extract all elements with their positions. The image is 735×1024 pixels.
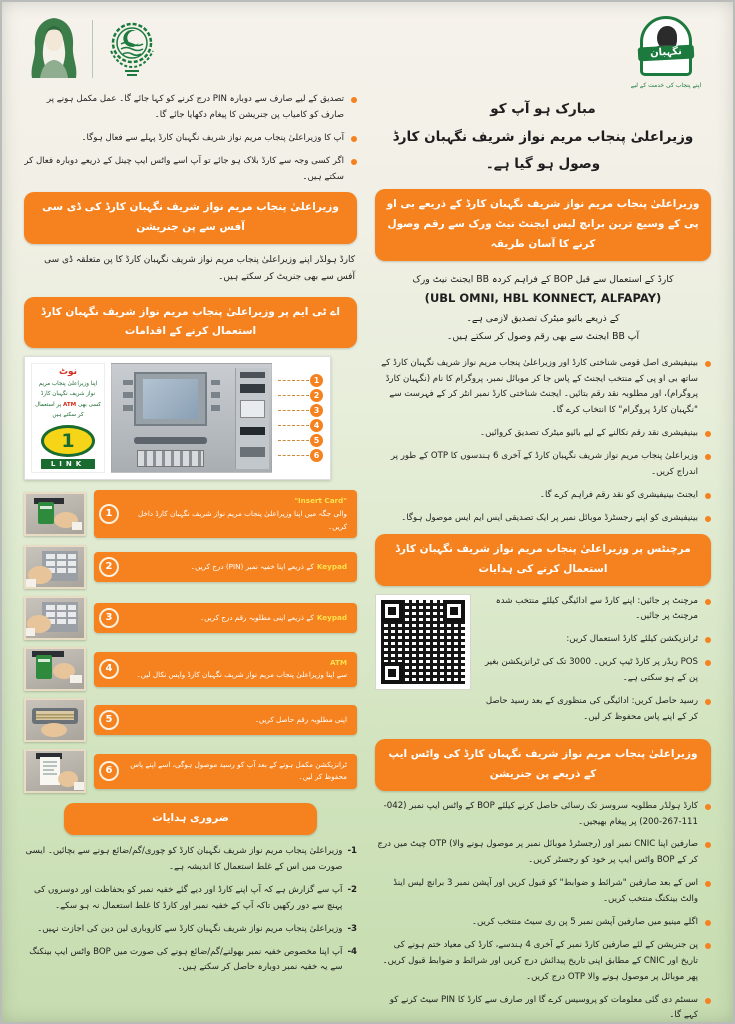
content-columns: [0, 92, 735, 1024]
atm-step-row: [24, 647, 357, 691]
atm-side-key: [211, 392, 221, 397]
callout: [278, 433, 324, 448]
callout: [278, 388, 324, 403]
intro-bullet-item: [24, 131, 357, 147]
congrats-line-3: وصول ہو گیا ہے۔: [485, 156, 601, 173]
atm-side-key: [211, 405, 221, 410]
atm-keypad: [137, 450, 204, 467]
merchant-step-text: ٹرانزیکشن کیلئے کارڈ استعمال کریں:: [566, 634, 698, 645]
intro-bullet-item: [24, 154, 357, 186]
intro-bullets-list: [24, 92, 357, 185]
qr-finder-icon: [381, 600, 403, 622]
onelink-wordmark: LINK: [41, 459, 95, 469]
atm-screen-bezel: [134, 372, 207, 426]
whatsapp-step-item: [375, 993, 711, 1024]
intro-bullet-text: آپ کا وزیراعلیٰ پنجاب مریم نواز شریف نگہبان کارڈ پہلے سے فعال ہوگا۔: [81, 132, 344, 143]
step-number-badge: 4: [99, 659, 119, 679]
merchant-step-text: POS ریڈر پر کارڈ ٹیپ کریں۔ 3000 تک کی ٹرانزیکشن بغیر پن کے ہو سکتی ہے۔: [484, 657, 698, 684]
important-item: [24, 883, 357, 915]
atm-callouts: [278, 363, 324, 473]
whatsapp-step-item: [375, 876, 711, 908]
step-number-badge: 1: [99, 504, 119, 524]
merchant-step-item: [481, 632, 711, 648]
item-number: 2-: [347, 884, 357, 895]
bullet-dot-icon: [705, 660, 711, 666]
important-item-text: آپ اپنا مخصوص خفیہ نمبر بھولنے/گم/ضائع ہونے کی صورت میں BOP واٹس ایپ بینکنگ سے یہ خفیہ نمبر دوبارہ حاصل کر سکتے ہیں۔: [29, 946, 343, 973]
bullet-dot-icon: [705, 699, 711, 705]
callout-number-badge: 1: [309, 373, 324, 388]
bb-network-paragraph: [379, 271, 707, 346]
agent-step-item: [375, 449, 711, 481]
important-item: [24, 945, 357, 977]
callout-line: [278, 410, 309, 411]
step-number-badge: 3: [99, 608, 119, 628]
collect-cash-photo: [24, 698, 86, 742]
step-text: سے اپنا وزیراعلیٰ پنجاب مریم نواز شریف نگہبان کارڈ واپس نکال لیں۔: [136, 670, 347, 680]
right-column: [375, 92, 711, 1024]
atm-card-slot: [240, 384, 265, 393]
callout-number-badge: 5: [309, 433, 324, 448]
whatsapp-pin-heading: وزیراعلیٰ پنجاب مریم نواز شریف نگہبان کارڈ کی واٹس ایپ کے ذریعے پن جنریشن: [375, 739, 711, 791]
whatsapp-step-text: کارڈ ہولڈر مطلوبہ سروسز تک رسائی حاصل کرنے کیلئے BOP کے واٹس ایپ نمبر (042-111-267-200) پر پیغام بھیجیں۔: [383, 800, 698, 827]
callout: [278, 418, 324, 433]
important-instructions-heading: ضروری ہدایات: [64, 803, 317, 835]
logo-divider: [92, 20, 93, 78]
item-number: 4-: [347, 946, 357, 957]
whatsapp-step-text: پن جنریشن کے لئے صارفین کارڈ نمبر کے آخری 4 ہندسے، کارڈ کی معیاد ختم ہونے کی تاریخ اور CNIC کے مطابق اپنی تاریخ پیدائش درج کریں اور شرائط و ضوابط قبول کریں۔ پھر موبائل پر موصول ہونے والا OTP درج کریں۔: [382, 939, 698, 982]
receipt-photo: [24, 749, 86, 793]
remove-card-photo: [24, 647, 86, 691]
step-banner: [94, 754, 357, 789]
atm-step-row: [24, 749, 357, 793]
qr-code: [375, 594, 471, 690]
atm-cash-slot: [134, 437, 207, 445]
bullet-dot-icon: [705, 881, 711, 887]
whatsapp-step-item: [375, 938, 711, 986]
callout-line: [278, 440, 309, 441]
callout-number-badge: 4: [309, 418, 324, 433]
important-item-text: آپ سے گزارش ہے کہ آپ اپنے کارڈ اور دیے گئے خفیہ نمبر کو بحفاظت اور دوسروں کی پہنچ سے دور رکھیں تاکہ آپ کے خفیہ نمبر اور کارڈ کا غلط استعمال نہ ہو سکے۔: [33, 884, 343, 911]
step-highlight: Keypad: [316, 561, 347, 571]
agent-step-text: وزیراعلیٰ پنجاب مریم نواز شریف نگہبان کارڈ کے آخری 6 ہندسوں کا OTP کے طور پر اندراج کریں۔: [390, 451, 698, 477]
step-highlight: Keypad: [316, 612, 347, 622]
agent-step-text: بینیفیشری اصل قومی شناختی کارڈ اور وزیراعلیٰ پنجاب مریم نواز شریف نگہبان کارڈ کے ساتھ بی او پی کے منتخب ایجنٹ کے پاس جا کر موبائل نمبر، پروگرام کا نام (نگہبان کارڈ پروگرام)، اور مطلوبہ نقد رقم بتائیں۔ ایجنٹ شناختی کارڈ نمبر انٹر کر کے فہرست سے "نگہبان کارڈ پروگرام" کا انتخاب کرے گا۔: [381, 357, 698, 416]
note-body-text: اپنا وزیراعلیٰ پنجاب مریم نواز شریف نگہبان کارڈ کسی بھی: [38, 381, 101, 408]
whatsapp-step-item: [375, 915, 711, 931]
note-body: [34, 379, 102, 419]
maryam-nawaz-portrait-icon: [26, 16, 82, 82]
callout-line: [278, 455, 309, 456]
bb-intro-2: کے ذریعے بائیو میٹرک تصدیق لازمی ہے۔: [466, 313, 620, 325]
bullet-dot-icon: [705, 493, 711, 499]
nigehban-logo-label: نگہبان: [638, 45, 695, 62]
left-column: [24, 92, 357, 1024]
step-banner: [94, 490, 357, 538]
bullet-dot-icon: [705, 454, 711, 460]
intro-bullet-text: اگر کسی وجہ سے کارڈ بلاک ہو جائے تو آپ اسے واٹس ایپ چینل کے ذریعے دوبارہ فعال کر سکتے ہیں۔: [24, 155, 344, 182]
qr-finder-icon: [381, 662, 403, 684]
header: [0, 0, 735, 92]
step-banner: [94, 652, 357, 687]
step-highlight: "Insert Card": [294, 496, 347, 506]
whatsapp-step-text: اس کے بعد صارفین "شرائط و ضوابط" کو قبول کریں اور آپشن نمبر 3 برانچ لیس اینڈ والٹ بینکنگ منتخب کریں۔: [393, 878, 698, 905]
agent-step-item: [375, 356, 711, 420]
step-banner: [94, 552, 357, 582]
callout-line: [278, 395, 309, 396]
atm-figure: [24, 356, 331, 480]
bullet-dot-icon: [705, 516, 711, 522]
atm-step-row: [24, 490, 357, 538]
atm-side-key: [123, 405, 133, 410]
agent-step-item: [375, 511, 711, 527]
merchant-heading: مرچنٹس پر وزیراعلیٰ پنجاب مریم نواز شریف نگہبان کارڈ استعمال کرنے کی ہدایات: [375, 534, 711, 586]
atm-deposit-slot: [240, 427, 265, 435]
step-number-badge: 5: [99, 710, 119, 730]
whatsapp-steps-list: [375, 799, 711, 1024]
callout-line: [278, 380, 309, 381]
dc-office-heading: وزیراعلیٰ پنجاب مریم نواز شریف نگہبان کارڈ کی ڈی سی آفس سے پن جنریشن: [24, 192, 357, 244]
bullet-dot-icon: [351, 97, 357, 103]
callout-number-badge: 2: [309, 388, 324, 403]
qr-finder-icon: [443, 600, 465, 622]
atm-step-row: [24, 596, 357, 640]
whatsapp-step-item: [375, 837, 711, 869]
whatsapp-step-item: [375, 799, 711, 831]
congrats-line-2: وزیراعلیٰ پنجاب مریم نواز شریف نگہبان کارڈ: [392, 128, 694, 145]
header-logos: [26, 16, 161, 82]
congrats-line-1: مبارک ہو آپ کو: [490, 101, 596, 117]
atm-step-row: [24, 545, 357, 589]
bullet-dot-icon: [705, 637, 711, 643]
atm-topbar-slot: [240, 372, 265, 378]
atm-receipt-slot: [240, 400, 265, 418]
agent-steps-list: [375, 356, 711, 527]
bullet-dot-icon: [705, 431, 711, 437]
atm-side-key: [211, 380, 221, 385]
callout-line: [278, 425, 309, 426]
step-number-badge: 2: [99, 557, 119, 577]
atm-note-panel: [31, 363, 105, 473]
atm-machine-photo: [111, 363, 272, 473]
agent-step-text: ایجنٹ بینیفیشری کو نقد رقم فراہم کرے گا۔: [539, 489, 698, 500]
agent-step-item: [375, 488, 711, 504]
bb-intro-3: آپ BB ایجنٹ سے بھی رقم وصول کر سکتے ہیں۔: [446, 330, 640, 342]
merchant-step-text: مرچنٹ پر جائیں: اپنے کارڈ سے ادائیگی کیلئے منتخب شدہ مرچنٹ پر جائیں۔: [495, 595, 698, 622]
nigehban-logo-block: [623, 16, 709, 90]
agent-step-item: [375, 426, 711, 442]
atm-side-key: [123, 392, 133, 397]
callout-number-badge: 6: [309, 448, 324, 463]
step-highlight: ATM: [329, 657, 347, 667]
item-number: 1-: [347, 846, 357, 857]
step-text: کے ذریعے اپنی مطلوبہ رقم درج کریں۔: [199, 612, 314, 622]
step-number-badge: 6: [99, 761, 119, 781]
atm-lower-slot: [240, 447, 265, 457]
step-text: والی جگہ میں اپنا وزیراعلیٰ پنجاب مریم نواز شریف نگہبان کارڈ داخل کریں۔: [138, 508, 347, 531]
merchant-step-item: [481, 655, 711, 687]
callout: [278, 373, 324, 388]
nigehban-logo: [640, 16, 692, 76]
atm-step-row: [24, 698, 357, 742]
important-item: [24, 844, 357, 876]
bullet-dot-icon: [351, 159, 357, 165]
congrats-heading: [375, 96, 711, 179]
step-text: اپنی مطلوبہ رقم حاصل کریں۔: [254, 714, 347, 724]
important-item-text: وزیراعلیٰ پنجاب مریم نواز شریف نگہبان کارڈ سے کاروباری لین دین کی اجازت نہیں۔: [37, 923, 343, 934]
callout: [278, 403, 324, 418]
bullet-dot-icon: [705, 943, 711, 949]
intro-bullet-item: [24, 92, 357, 124]
merchant-steps-list: [481, 594, 711, 733]
agent-step-text: بینیفیشری نقد رقم نکالنے کے لیے بائیو میٹرک تصدیق کروائیں۔: [480, 428, 698, 439]
keypad-amount-photo: [24, 596, 86, 640]
important-item-text: وزیراعلیٰ پنجاب مریم نواز شریف نگہبان کارڈ کو چوری/گم/ضائع ہونے سے بچائیں۔ ایسی صورت میں اس کے غلط استعمال کا اندیشہ ہے۔: [25, 846, 343, 872]
item-number: 3-: [347, 923, 357, 934]
merchant-section: [375, 594, 711, 733]
callout-number-badge: 3: [309, 403, 324, 418]
merchant-step-item: [481, 694, 711, 726]
atm-right-panel: [235, 368, 268, 470]
bullet-dot-icon: [705, 842, 711, 848]
callout: [278, 448, 324, 463]
atm-screen: [143, 379, 198, 419]
bop-agent-heading: وزیراعلیٰ پنجاب مریم نواز شریف نگہبان کارڈ کے ذریعے بی او پی کے وسیع ترین برانچ لیس ایجنٹ نیٹ ورک سے رقم وصول کرنے کا آسان طریقہ: [375, 189, 711, 261]
step-banner: [94, 603, 357, 633]
bullet-dot-icon: [351, 136, 357, 142]
atm-steps-heading: اے ٹی ایم پر وزیراعلیٰ پنجاب مریم نواز شریف نگہبان کارڈ استعمال کرنے کے اقدامات: [24, 297, 357, 349]
dc-office-text: کارڈ ہولڈر اپنے وزیراعلیٰ پنجاب مریم نواز شریف نگہبان کارڈ کا پن متعلقہ ڈی سی آفس سے بھی جنریٹ کر سکتے ہیں۔: [44, 255, 355, 283]
whatsapp-step-text: صارفین اپنا CNIC نمبر اور (رجسٹرڈ موبائل نمبر پر موصول ہونے والا) OTP چیٹ میں درج کر کے BOP واٹس ایپ پر خود کو رجسٹر کریں۔: [377, 839, 698, 866]
bullet-dot-icon: [705, 804, 711, 810]
note-tail-text: پر استعمال کر سکتے ہیں: [35, 401, 84, 418]
insert-card-photo: [24, 492, 86, 536]
step-banner: [94, 705, 357, 735]
bb-intro-1: کارڈ کے استعمال سے قبل BOP کے فراہم کردہ BB ایجنٹ نیٹ ورک: [412, 273, 674, 285]
merchant-step-item: [481, 594, 711, 626]
atm-side-key: [123, 380, 133, 385]
bullet-dot-icon: [705, 998, 711, 1004]
onelink-logo: 1: [41, 425, 95, 457]
qr-code-pattern: [381, 600, 465, 684]
important-instructions-list: [24, 844, 357, 976]
step-text: ٹرانزیکشن مکمل ہونے کے بعد آپ کو رسید موصول ہوگی، اسے اپنے پاس محفوظ کر لیں۔: [130, 759, 347, 782]
punjab-government-logo: [103, 17, 161, 81]
bb-networks: (UBL OMNI, HBL KONNECT, ALFAPAY): [424, 291, 662, 306]
whatsapp-step-text: اگلے مینیو میں صارفین آپشن نمبر 5 پن ری سیٹ منتخب کریں۔: [471, 916, 698, 927]
merchant-step-text: رسید حاصل کریں: ادائیگی کی منظوری کے بعد رسید حاصل کر کے اپنے پاس محفوظ کر لیں۔: [485, 695, 698, 722]
note-title: نوٹ: [58, 367, 78, 378]
nigehban-tagline: اپنے پنجاب کی خدمت کے لیے: [630, 82, 702, 89]
bullet-dot-icon: [705, 920, 711, 926]
bullet-dot-icon: [705, 361, 711, 367]
intro-bullet-text: تصدیق کے لیے صارف سے دوبارہ PIN درج کرنے کو کہا جائے گا۔ عمل مکمل ہونے پر صارف کو کامیاب پن جنریشن کا پیغام دکھایا جائے گا۔: [46, 94, 344, 120]
note-atm-word: ATM: [62, 401, 77, 408]
important-item: [24, 922, 357, 938]
keypad-pin-photo: [24, 545, 86, 589]
whatsapp-step-text: سسٹم دی گئی معلومات کو پروسیس کرے گا اور صارف سے کارڈ کا PIN سیٹ کرنے کو کہے گا۔: [389, 994, 698, 1021]
step-text: کے ذریعے اپنا خفیہ نمبر (PIN) درج کریں۔: [190, 561, 314, 571]
bullet-dot-icon: [705, 599, 711, 605]
agent-step-text: بینیفیشری کو اپنے رجسٹرڈ موبائل نمبر پر ایک تصدیقی ایس ایم ایس موصول ہوگا۔: [401, 512, 698, 523]
